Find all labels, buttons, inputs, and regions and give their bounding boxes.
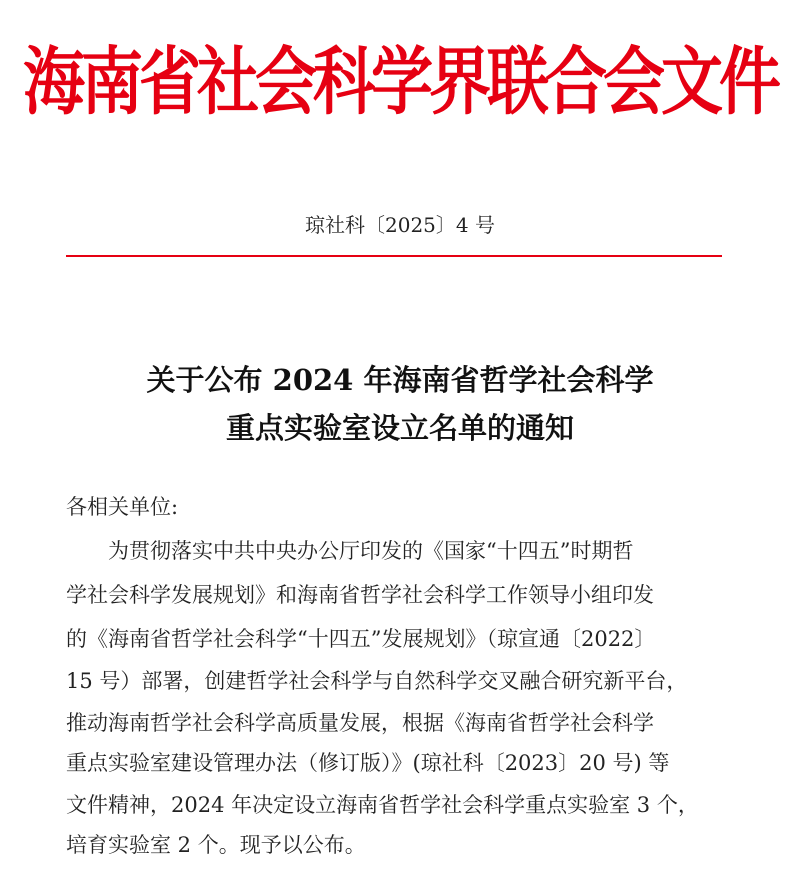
- notice-title-line-2: 重点实验室设立名单的通知: [225, 411, 574, 445]
- body-line: 推动海南哲学社会科学高质量发展，根据《海南省哲学社会科学: [66, 711, 654, 735]
- notice-title-line-1: 关于公布 2024 年海南省哲学社会科学: [146, 363, 654, 397]
- body-line: 学社会科学发展规划》和海南省哲学社会科学工作领导小组印发: [66, 583, 654, 607]
- issuer-masthead: 海南省社会科学界联合会文件: [22, 38, 777, 125]
- body-line: 文件精神，2024 年决定设立海南省哲学社会科学重点实验室 3 个，: [66, 793, 699, 817]
- body-line: 15 号）部署，创建哲学社会科学与自然科学交叉融合研究新平台，: [66, 669, 688, 693]
- body-line: 的《海南省哲学社会科学“十四五”发展规划》（琼宣通〔2022〕: [66, 627, 656, 651]
- salutation: 各相关单位:: [66, 495, 179, 519]
- document-number: 琼社科〔2025〕4 号: [305, 213, 495, 237]
- red-divider-rule: [66, 255, 722, 257]
- body-line: 重点实验室建设管理办法（修订版）》(琼社科〔2023〕20 号) 等: [66, 751, 670, 775]
- body-line: 为贯彻落实中共中央办公厅印发的《国家“十四五”时期哲: [108, 539, 634, 563]
- body-line: 培育实验室 2 个。现予以公布。: [66, 833, 366, 857]
